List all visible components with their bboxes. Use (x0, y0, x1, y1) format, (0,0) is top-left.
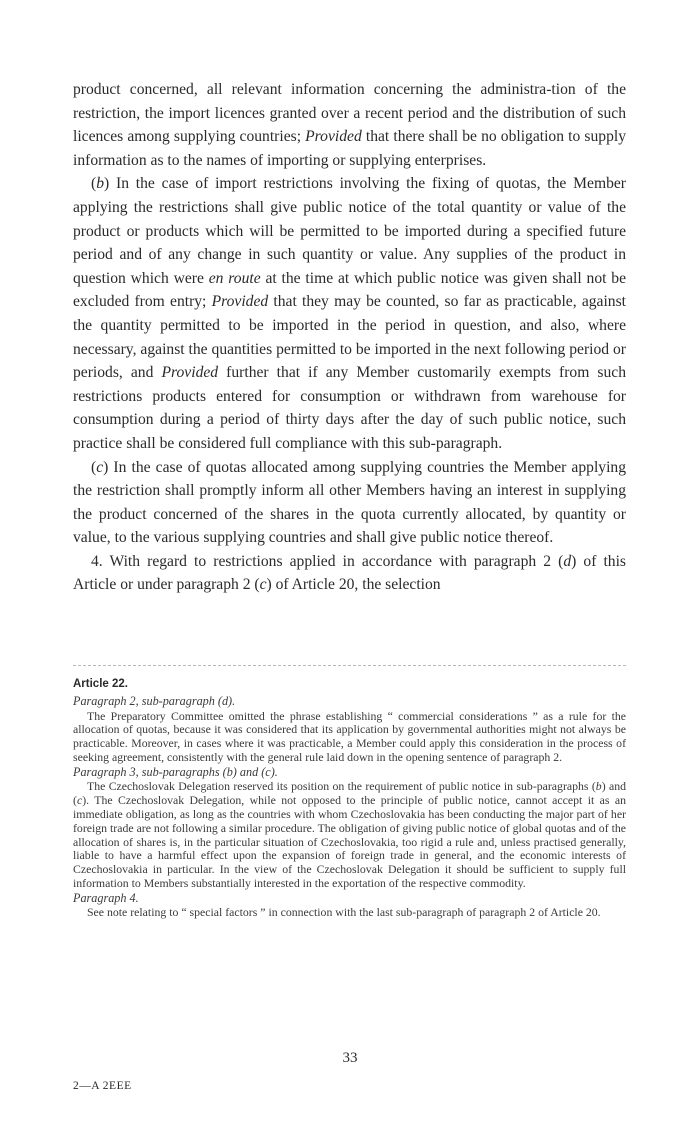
paragraph: (b) In the case of import restrictions involving the fixing of quotas, the Member applying the restrictions shall give public notice of the total quantity or value of the product or products which will be permitted to be imported during a specified future period and of any change in such quantity or value. Any supplies of the product in question which were en route at the time at which public notice was given shall not be excluded from entry; Provided that they may be counted, so far as practicable, against the quantity permitted to be imported in the period in question, and also, where necessary, against the quantities permitted to be imported in the next following period or periods, and Provided further that if any Member customarily exempts from such restrictions products entered for consumption or withdrawn from warehouse for consumption during a period of thirty days after the day of such public notice, such practice shall be considered full compliance with this sub-paragraph. (73, 175, 627, 452)
sub-paragraph-label: c (96, 458, 104, 476)
paragraph: (c) In the case of quotas allocated among supplying countries the Member applying the restriction shall promptly inform all other Members having an interest in supplying the product concerned of the shares in the quota currently allocated, by quantity or value, to the various supplying countries and shall give public notice thereof. (73, 458, 626, 547)
sub-paragraph-label: b (96, 175, 104, 193)
sub-paragraph-label: b (595, 779, 602, 794)
emphasis: en route (208, 269, 261, 287)
emphasis: Provided (161, 364, 219, 382)
sub-paragraph-label: c (259, 576, 267, 594)
footnotes (73, 676, 626, 920)
page-number: 33 (342, 1050, 358, 1066)
note-body: The Preparatory Committee omitted the phrase establishing “ commercial considerations ” as a rule for the allocation of quotas, because it was considered that its application by governmental authorities might not always be practicable. Moreover, in cases where it was practicable, a Member could apply this consideration in the process of seeking agreement, consistently with the general rule laid down in the opening sentence of paragraph 2. (73, 708, 626, 764)
sub-paragraph-label: d (563, 552, 572, 570)
note-body: See note relating to “ special factors ” in connection with the last sub-paragraph of paragraph 2 of Article 20. (87, 905, 601, 920)
footnote-divider (73, 665, 626, 666)
main-text (73, 78, 626, 597)
note-body: The Czechoslovak Delegation reserved its position on the requirement of public notice in sub-paragraphs (b) and (c). The Czechoslovak Delegation, while not opposed to the principle of public notice, cannot accept it as an immediate obligation, as long as the countries with whom Czechoslovakia has been conducting the major part of her foreign trade are not following a similar procedure. The obligation of giving public notice of global quotas and of the allocation of shares is, in the particular situation of Czechoslovakia, too rigid a rule and, unless practised generally, liable to have a harmful effect upon the expansion of foreign trade in general, and the economic interests of Czechoslovakia in particular. In the view of the Czechoslovak Delegation it should be sufficient to supply full information to Members substantially interested in the exportation of the respective commodity. (73, 779, 626, 890)
note-subheading: Paragraph 3, sub-paragraphs (b) and (c). (73, 764, 278, 779)
sub-paragraph-label: c (76, 793, 83, 808)
note-subheading: Paragraph 4. (73, 890, 139, 905)
emphasis: Provided (211, 293, 269, 311)
paragraph: product concerned, all relevant information concerning the administra-tion of the restriction, the import licences granted over a recent period and the distribution of such licences among supplying countries; Provided that there shall be no obligation to supply information as to the names of importing or supplying enterprises. (73, 81, 626, 169)
notes-heading: Article 22. (73, 678, 128, 690)
emphasis: Provided (305, 128, 362, 146)
printer-signature: 2—A 2EEE (73, 1080, 132, 1092)
note-subheading: Paragraph 2, sub-paragraph (d). (73, 694, 236, 708)
paragraph: 4. With regard to restrictions applied in accordance with paragraph 2 (d) of this Article or under paragraph 2 (c) of Article 20, the selection (73, 552, 627, 594)
